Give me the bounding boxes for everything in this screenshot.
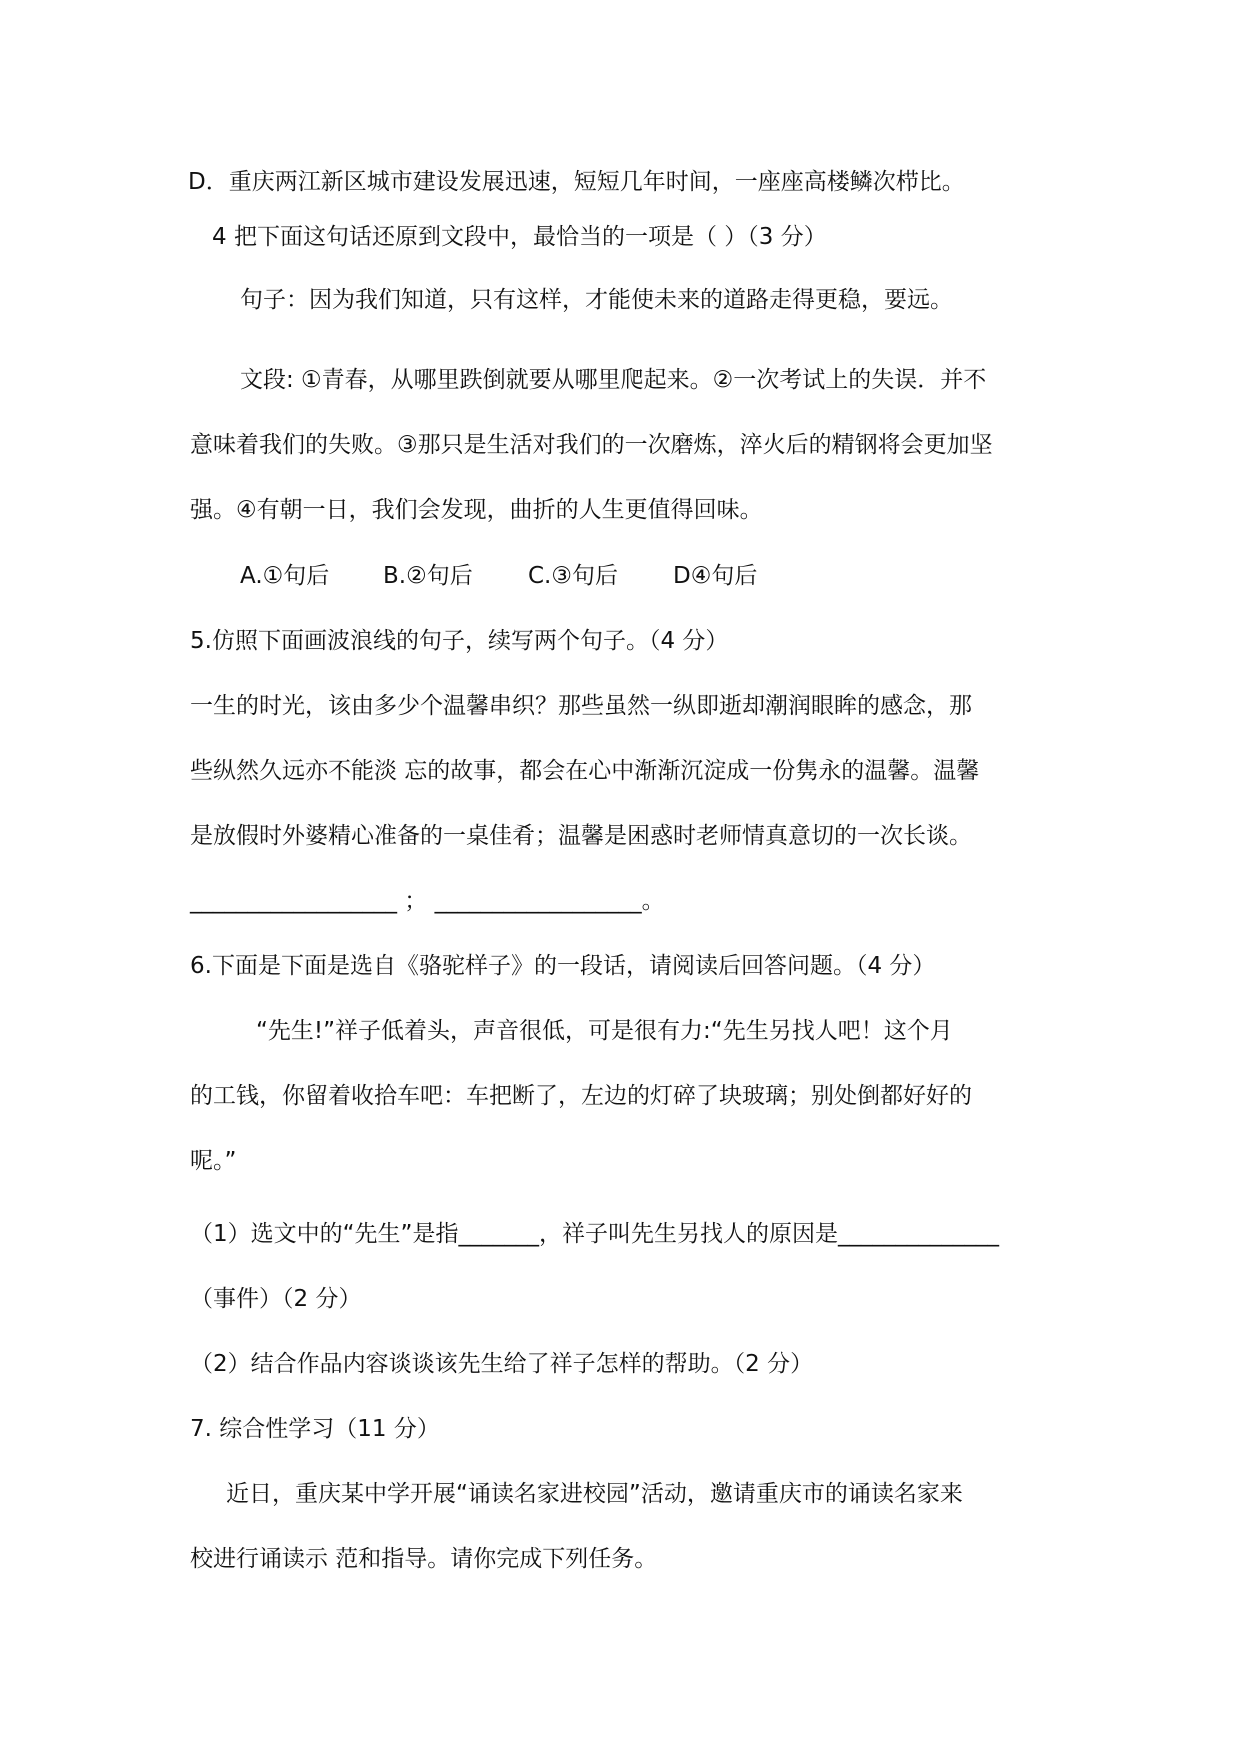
q6-passage-line-3: 呢。” (190, 1148, 237, 1174)
q4-option-d: D④句后 (673, 563, 758, 589)
q5-answer-blanks: __________________ ； __________________。 (190, 888, 665, 914)
q4-option-c: C.③句后 (528, 563, 618, 589)
q5-passage-line-3: 是放假时外婆精心准备的一桌佳肴；温馨是困惑时老师情真意切的一次长谈。 (190, 823, 972, 849)
q4-stem: 4 把下面这句话还原到文段中，最恰当的一项是（ ）（3 分） (212, 224, 827, 250)
q4-options (240, 560, 757, 592)
q6-passage-line-2: 的工钱，你留着收拾车吧：车把断了，左边的灯碎了块玻璃；别处倒都好好的 (190, 1083, 972, 1109)
q5-passage-line-2: 些纵然久远亦不能淡 忘的故事，都会在心中渐渐沉淀成一份隽永的温馨。温馨 (190, 758, 980, 784)
q4-option-b: B.②句后 (383, 563, 473, 589)
q7-passage-line-2: 校进行诵读示 范和指导。请你完成下列任务。 (190, 1546, 658, 1572)
q4-passage-line-2: 意味着我们的失败。③那只是生活对我们的一次磨炼，淬火后的精钢将会更加坚 (190, 432, 993, 458)
q3-option-d: D．重庆两江新区城市建设发展迅速，短短几年时间，一座座高楼鳞次栉比。 (188, 169, 965, 195)
q4-passage-line-3: 强。④有朝一日，我们会发现，曲折的人生更值得回味。 (190, 497, 763, 523)
q7-stem: 7. 综合性学习（11 分） (190, 1416, 440, 1442)
q4-option-a: A.①句后 (240, 563, 330, 589)
q7-passage-line-1: 近日，重庆某中学开展“诵读名家进校园”活动，邀请重庆市的诵读名家来 (226, 1481, 963, 1507)
q6-stem: 6.下面是下面是选自《骆驼样子》的一段话，请阅读后回答问题。（4 分） (190, 953, 936, 979)
q4-passage-line-1: 文段: ①青春，从哪里跌倒就要从哪里爬起来。②一次考试上的失误．并不 (240, 367, 987, 393)
q6-passage-line-1: “先生!”祥子低着头，声音很低，可是很有力:“先生另找人吧！这个月 (256, 1018, 953, 1044)
q4-sentence: 句子：因为我们知道，只有这样，才能使未来的道路走得更稳，要远。 (240, 287, 953, 313)
q5-passage-line-1: 一生的时光，该由多少个温馨串织？那些虽然一纵即逝却潮润眼眸的感念，那 (190, 693, 972, 719)
q6-sub1-line-2: （事件）（2 分） (190, 1286, 362, 1312)
q6-sub1-line-1: （1）选文中的“先生”是指_______，祥子叫先生另找人的原因是______________ (190, 1221, 999, 1247)
q6-sub2: （2）结合作品内容谈谈该先生给了祥子怎样的帮助。（2 分） (190, 1351, 814, 1377)
q5-stem: 5.仿照下面画波浪线的句子，续写两个句子。（4 分） (190, 628, 729, 654)
